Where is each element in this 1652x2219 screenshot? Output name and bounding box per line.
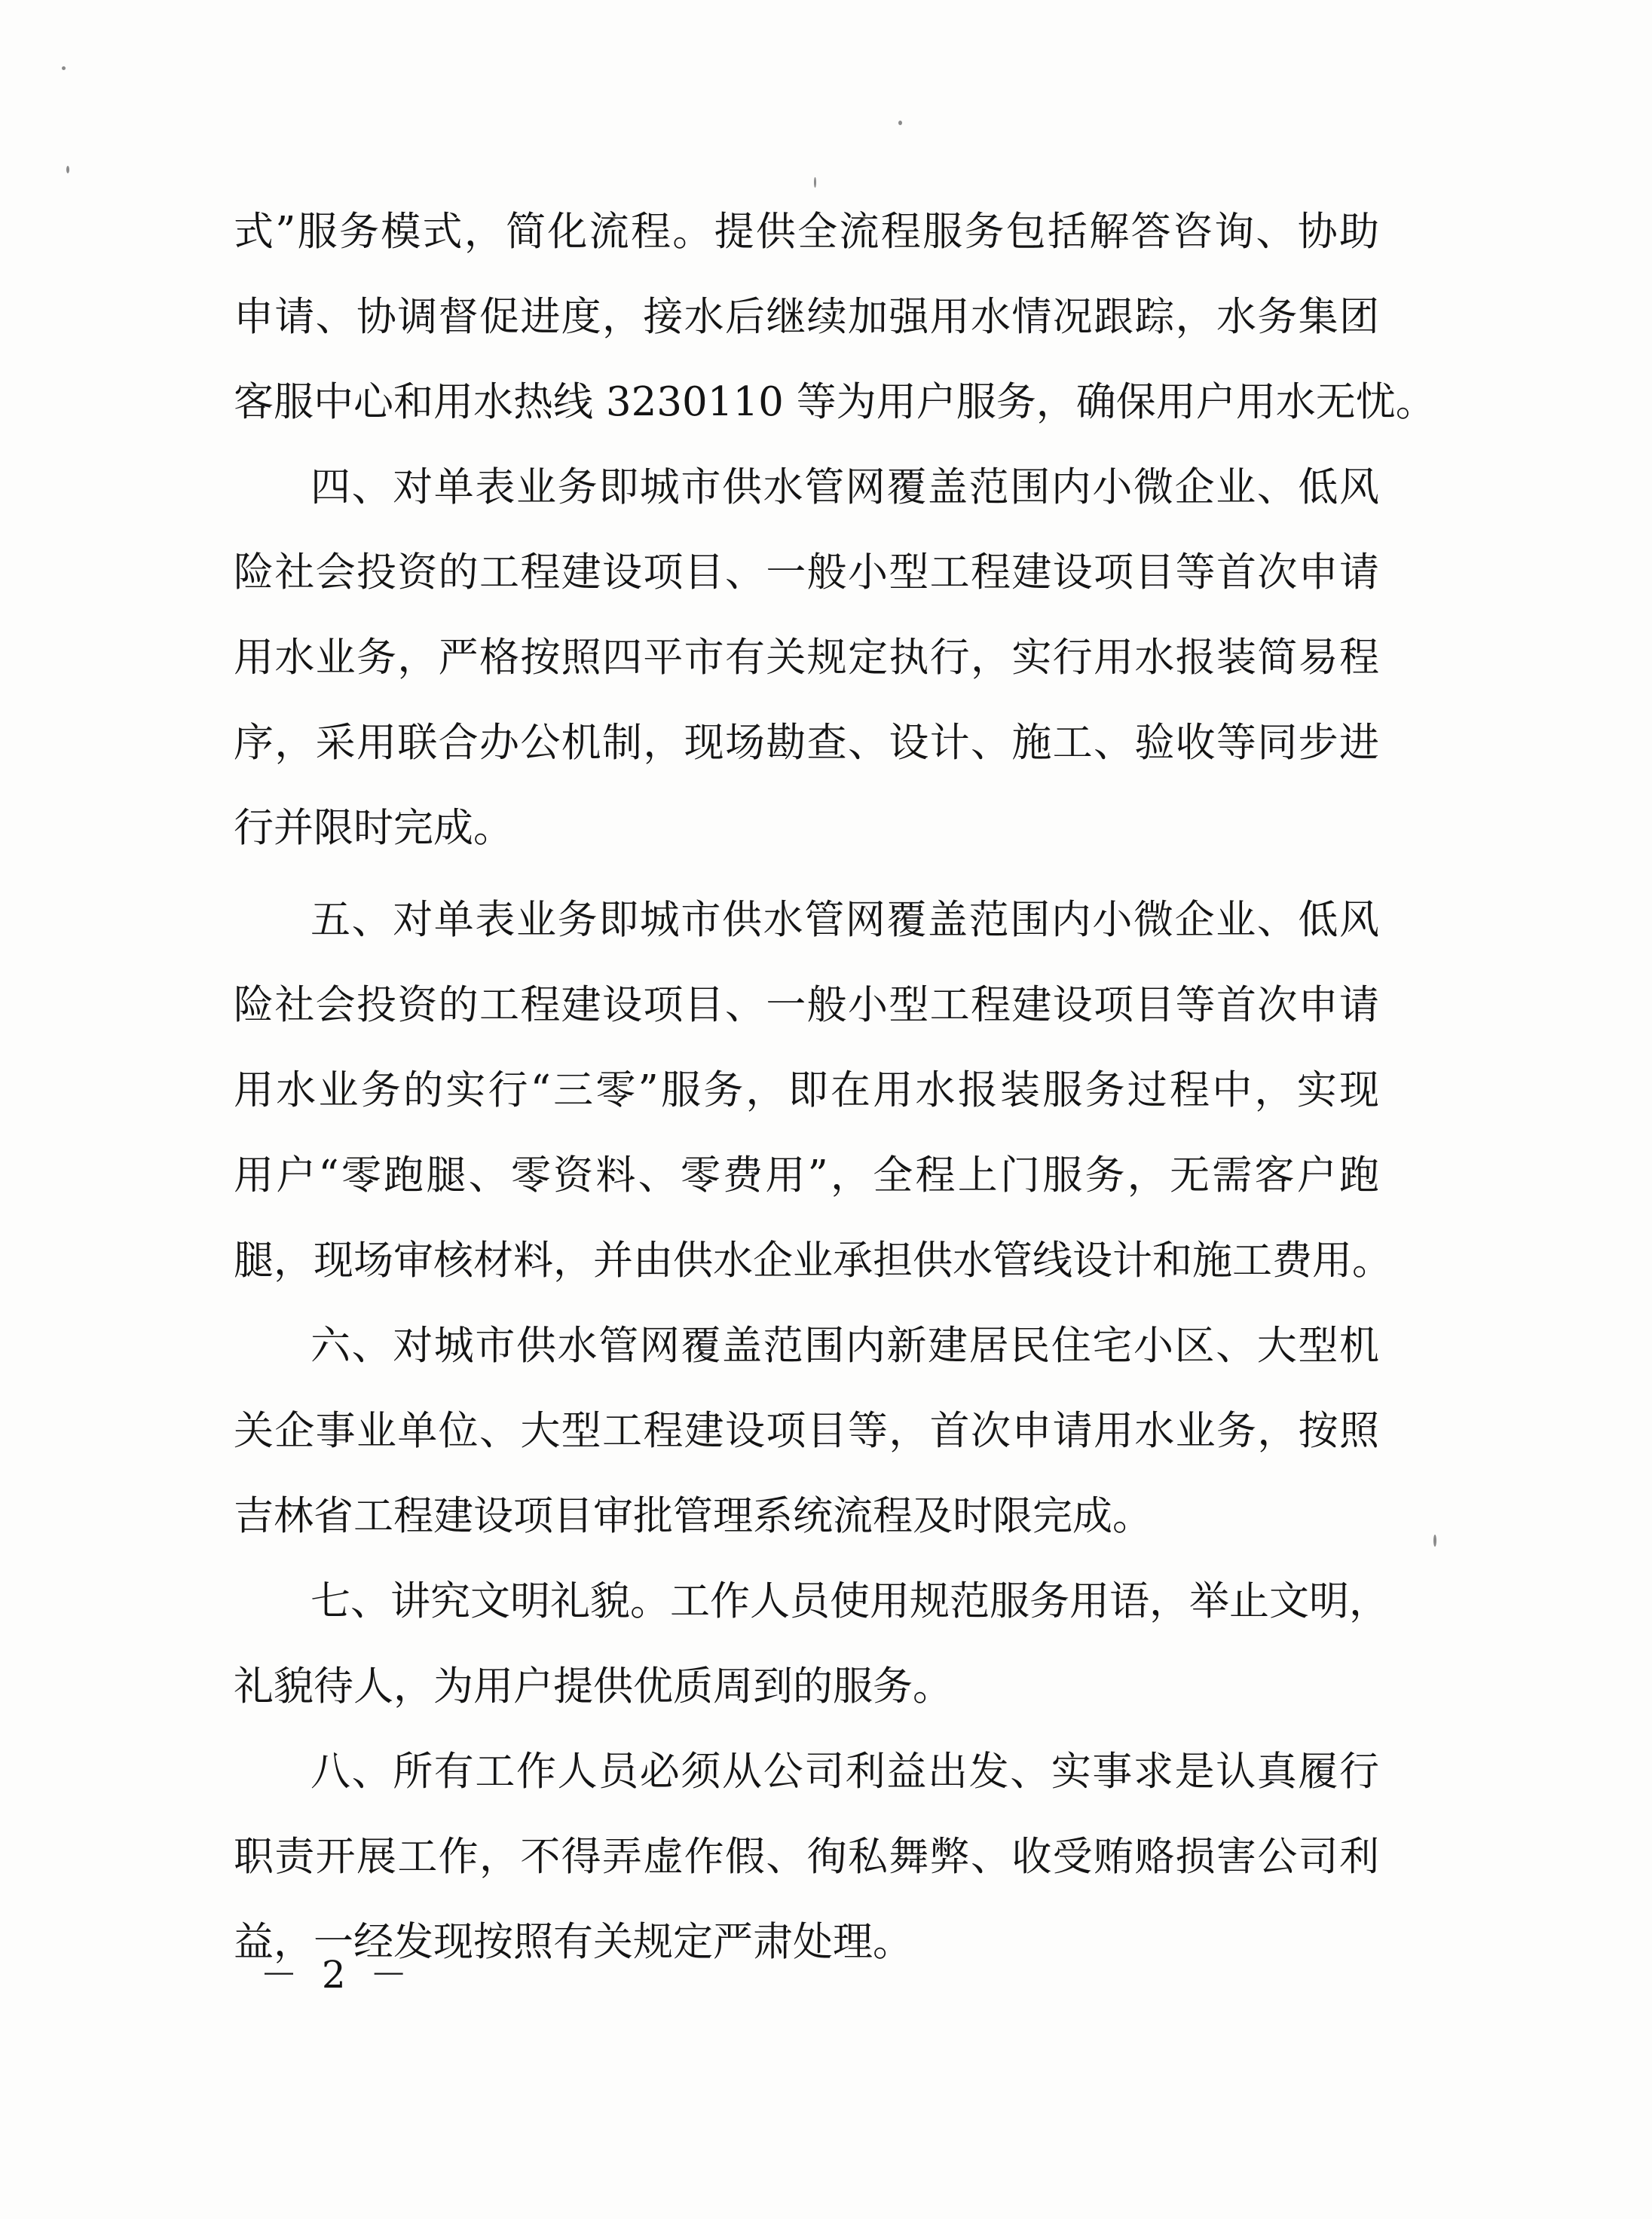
paragraph-last-line: 吉林省工程建设项目审批管理系统流程及时限完成。 — [234, 1493, 1152, 1539]
paragraph-line: 用户“零跑腿、零资料、零费用”，全程上门服务，无需客户跑 — [234, 1152, 1379, 1198]
scan-speck — [62, 66, 66, 70]
paragraph-line: 客服中心和用水热线 3230110 等为用户服务，确保用户用水无忧。 — [234, 379, 1436, 425]
paragraph-line: 险社会投资的工程建设项目、一般小型工程建设项目等首次申请 — [234, 982, 1379, 1028]
paragraph-line: 职责开展工作，不得弄虚作假、徇私舞弊、收受贿赂损害公司利 — [234, 1834, 1379, 1880]
paragraph-first-line: 五、对单表业务即城市供水管网覆盖范围内小微企业、低风 — [311, 897, 1379, 943]
paragraph-line: 序，采用联合办公机制，现场勘查、设计、施工、验收等同步进 — [234, 720, 1379, 766]
paragraph-line: 用水业务的实行“三零”服务，即在用水报装服务过程中，实现 — [234, 1067, 1379, 1113]
paragraph-line: 式”服务模式，简化流程。提供全流程服务包括解答咨询、协助 — [234, 209, 1379, 255]
paragraph-line: 用水业务，严格按照四平市有关规定执行，实行用水报装简易程 — [234, 635, 1379, 681]
paragraph-last-line: 行并限时完成。 — [234, 805, 513, 851]
paragraph-last-line: 益，一经发现按照有关规定严肃处理。 — [234, 1919, 913, 1965]
paragraph-line: 腿，现场审核材料，并由供水企业承担供水管线设计和施工费用。 — [234, 1238, 1392, 1284]
paragraph-first-line: 八、所有工作人员必须从公司利益出发、实事求是认真履行 — [311, 1749, 1379, 1795]
scan-speck — [814, 177, 816, 188]
scan-speck — [898, 121, 902, 125]
paragraph-first-line: 六、对城市供水管网覆盖范围内新建居民住宅小区、大型机 — [311, 1323, 1379, 1369]
paragraph-first-line: 七、讲究文明礼貌。工作人员使用规范服务用语，举止文明， — [311, 1578, 1389, 1624]
paragraph-line: 申请、协调督促进度，接水后继续加强用水情况跟踪，水务集团 — [234, 294, 1379, 340]
page-number: － 2 － — [260, 1953, 414, 1997]
scan-speck — [66, 166, 69, 173]
paragraph-first-line: 四、对单表业务即城市供水管网覆盖范围内小微企业、低风 — [311, 464, 1379, 510]
paragraph-line: 关企事业单位、大型工程建设项目等，首次申请用水业务，按照 — [234, 1408, 1379, 1454]
paragraph-last-line: 礼貌待人，为用户提供优质周到的服务。 — [234, 1663, 953, 1709]
paragraph-line: 险社会投资的工程建设项目、一般小型工程建设项目等首次申请 — [234, 549, 1379, 595]
